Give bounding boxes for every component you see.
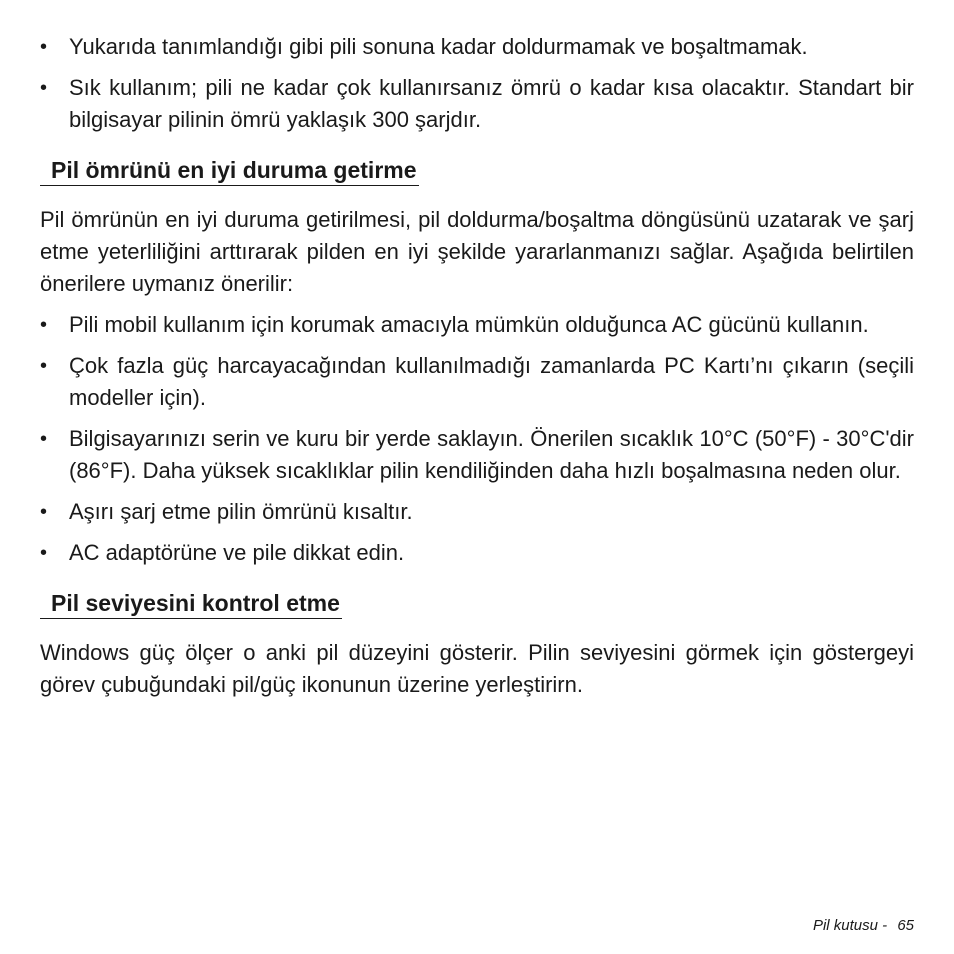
- section-intro-paragraph: Pil ömrünün en iyi duruma getirilmesi, pil doldurma/boşaltma döngüsünü uzatarak ve şarj etme yeterliliğini arttırarak pilden en iyi şekilde yararlanmanızı sağlar. Aşağıda belirtilen önerilere uymanız önerilir:: [40, 207, 914, 296]
- list-item: [40, 537, 914, 569]
- recommendations-list: [40, 309, 914, 569]
- list-item: [40, 31, 914, 63]
- bullet-marker: •: [40, 36, 48, 58]
- list-item: [40, 72, 914, 136]
- list-item-text: Bilgisayarınızı serin ve kuru bir yerde saklayın. Önerilen sıcaklık 10°C (50°F) - 30°C'dir (86°F). Daha yüksek sıcaklıklar pilin kendiliğinden daha hızlı boşalmasına neden olur.: [69, 426, 914, 483]
- list-item: [40, 423, 914, 487]
- page-number: 65: [897, 917, 914, 934]
- page-content: [40, 31, 914, 701]
- section-heading-wrap: [40, 156, 914, 186]
- page-footer: [813, 917, 914, 934]
- top-bullet-list: [40, 31, 914, 136]
- section-heading-battery-level: Pil seviyesini kontrol etme: [40, 589, 342, 619]
- bullet-marker: •: [40, 314, 48, 336]
- list-item: [40, 309, 914, 341]
- bullet-marker: •: [40, 77, 48, 99]
- footer-chapter: Pil kutusu -: [812, 917, 888, 934]
- list-item-text: AC adaptörüne ve pile dikkat edin.: [69, 540, 405, 565]
- list-item-text: Pili mobil kullanım için korumak amacıyla mümkün olduğunca AC gücünü kullanın.: [69, 312, 869, 337]
- list-item: [40, 350, 914, 414]
- list-item-text: Çok fazla güç harcayacağından kullanılmadığı zamanlarda PC Kartı’nı çıkarın (seçili modeller için).: [69, 353, 914, 410]
- section-body-paragraph: Windows güç ölçer o anki pil düzeyini gösterir. Pilin seviyesini görmek için göstergeyi görev çubuğundaki pil/güç ikonunun üzerine yerleştirirn.: [40, 640, 914, 697]
- list-item-text: Yukarıda tanımlandığı gibi pili sonuna kadar doldurmamak ve boşaltmamak.: [69, 34, 808, 59]
- bullet-marker: •: [40, 501, 48, 523]
- bullet-marker: •: [40, 355, 48, 377]
- list-item-text: Aşırı şarj etme pilin ömrünü kısaltır.: [69, 499, 413, 524]
- section-heading-wrap: [40, 589, 914, 619]
- bullet-marker: •: [40, 428, 48, 450]
- bullet-marker: •: [40, 542, 48, 564]
- list-item-text: Sık kullanım; pili ne kadar çok kullanırsanız ömrü o kadar kısa olacaktır. Standart bir bilgisayar pilinin ömrü yaklaşık 300 şarjdır.: [69, 75, 914, 132]
- list-item: [40, 496, 914, 528]
- section-heading-battery-life: Pil ömrünü en iyi duruma getirme: [40, 156, 419, 186]
